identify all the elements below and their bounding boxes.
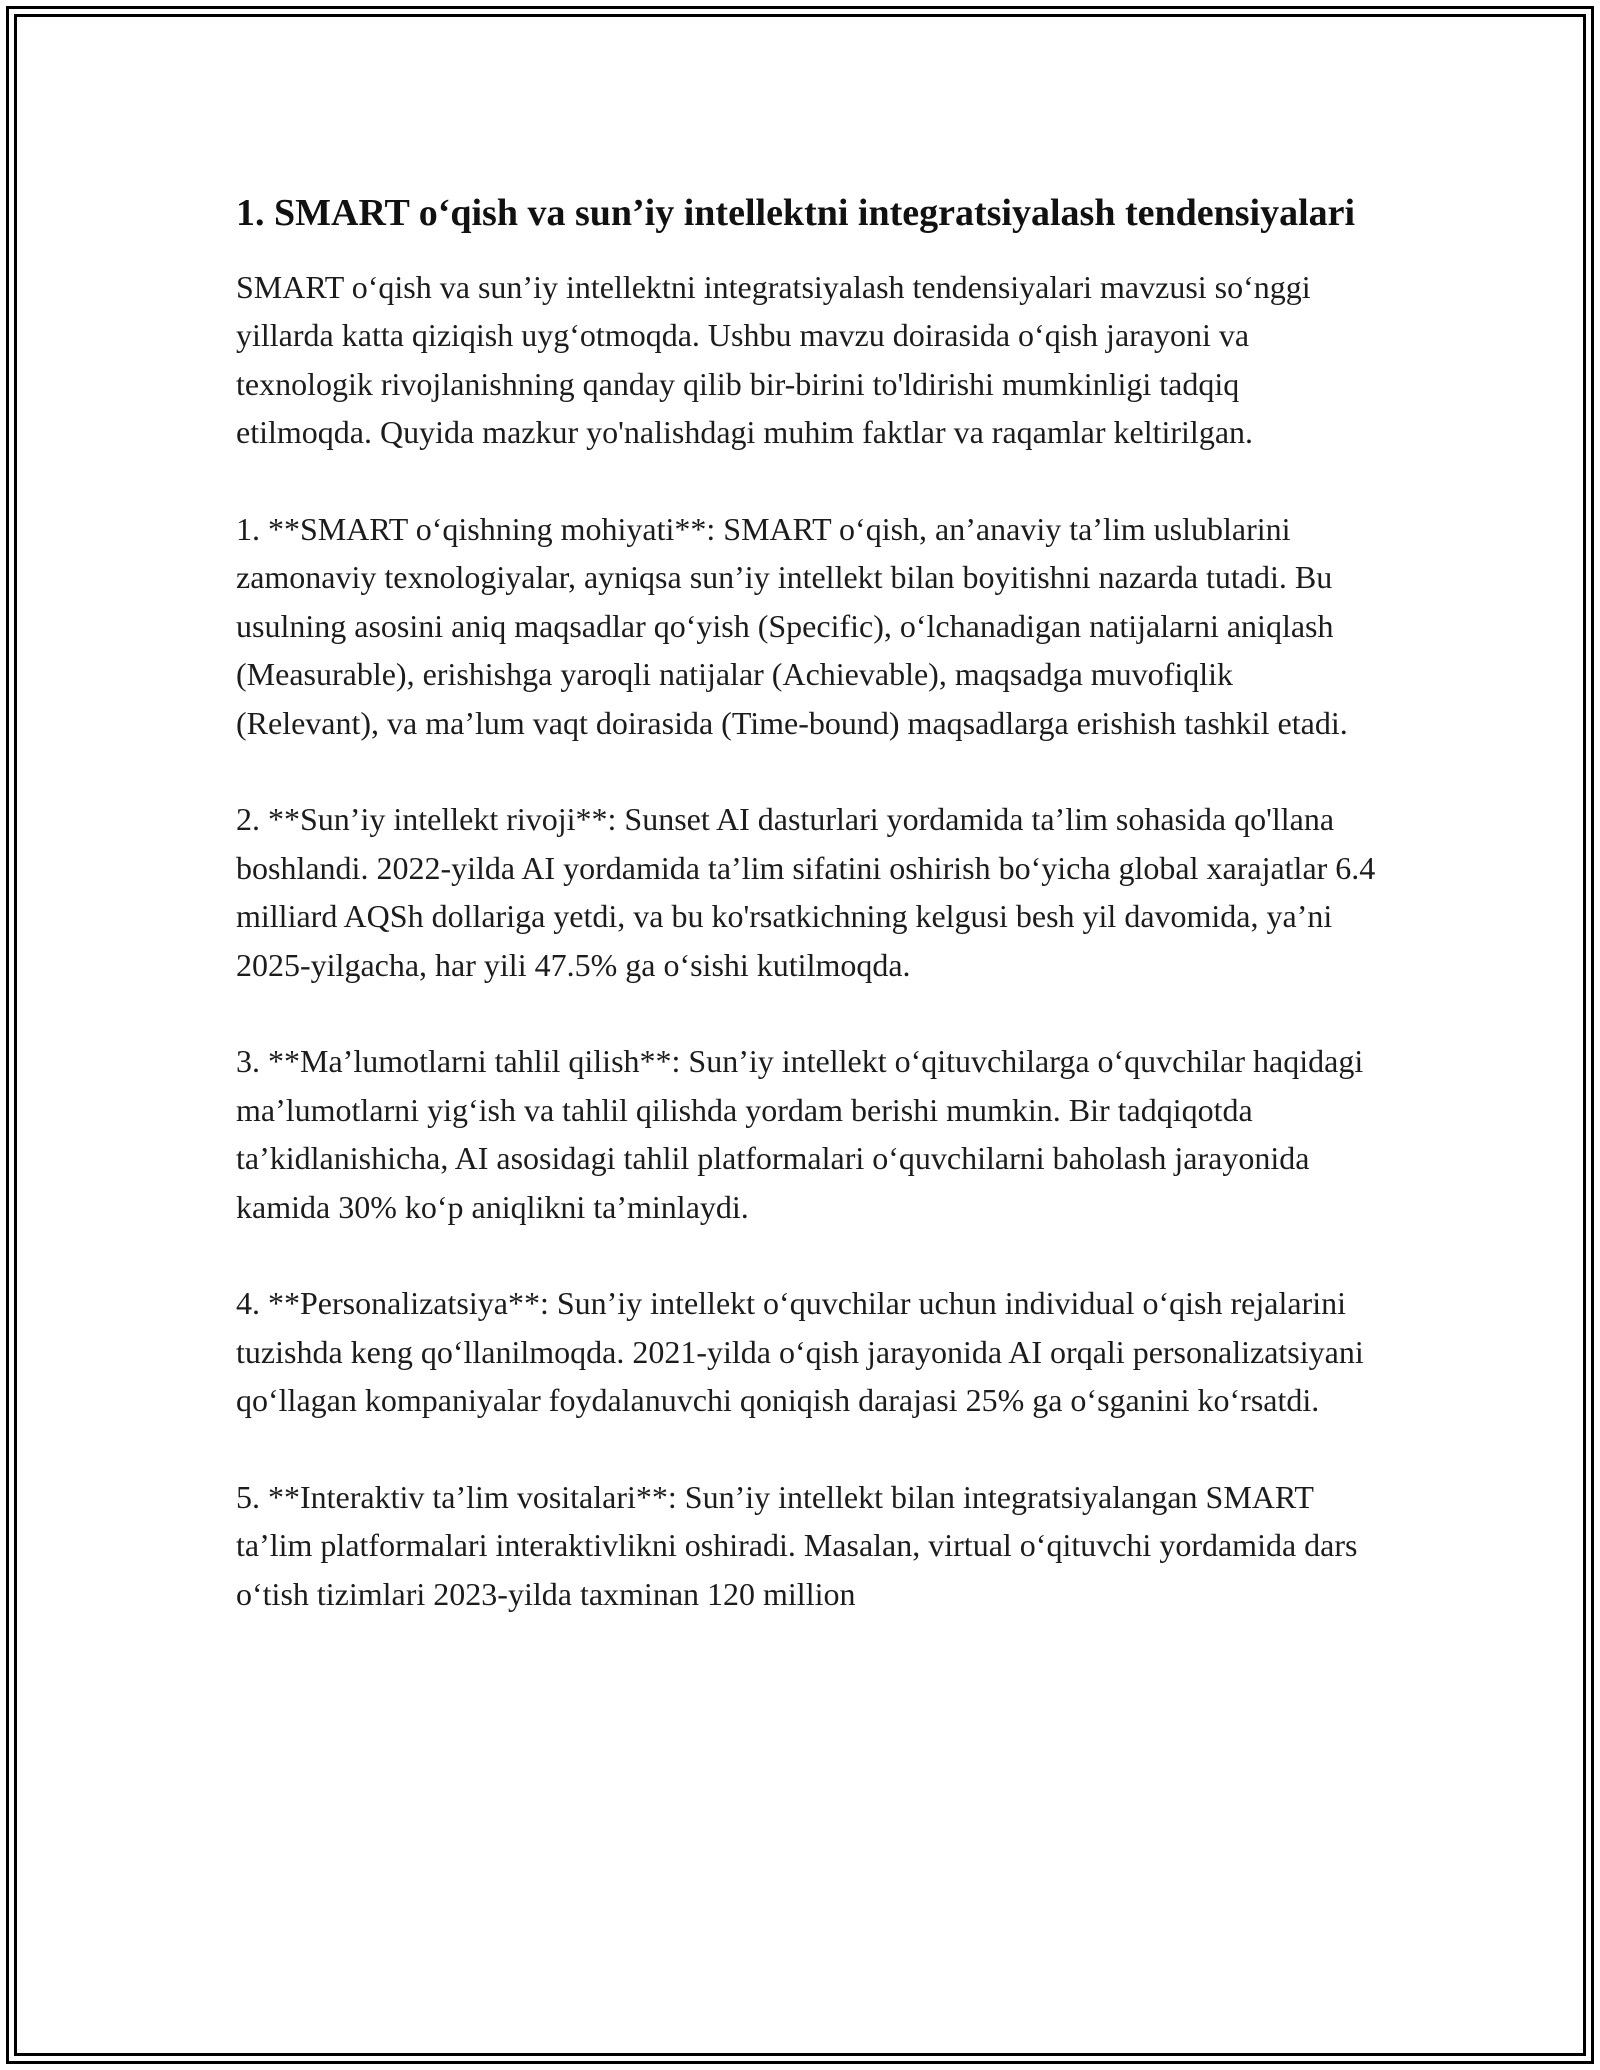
list-item-data-analysis: 3. **Ma’lumotlarni tahlil qilish**: Sun’iy intellekt o‘qituvchilarga o‘quvchilar haqidagi ma’lumotlarni yig‘ish va tahlil qilishda yordam berishi mumkin. Bir tadqiqotda ta’kidlanishicha, AI asosidagi tahlil platformalari o‘quvchilarni baholash jarayonida kamida 30% ko‘p aniqlikni ta’minlaydi.	[236, 1043, 1364, 1225]
document-title: 1. SMART o‘qish va sun’iy intellektni integratsiyalash tendensiyalari	[236, 192, 1356, 234]
list-item-smart-essence: 1. **SMART o‘qishning mohiyati**: SMART o‘qish, an’anaviy ta’lim uslublarini zamonaviy texnologiyalar, ayniqsa sun’iy intellekt bilan boyitishni nazarda tutadi. Bu usulning asosini aniq maqsadlar qo‘yish (Specific), o‘lchanadigan natijalarni aniqlash (Measurable), erishishga yaroqli natijalar (Achievable), maqsadga muvofiqlik (Relevant), va ma’lum vaqt doirasida (Time-bound) maqsadlarga erishish tashkil etadi.	[236, 511, 1348, 741]
intro-paragraph: SMART o‘qish va sun’iy intellektni integratsiyalash tendensiyalari mavzusi so‘nggi yillarda katta qiziqish uyg‘otmoqda. Ushbu mavzu doirasida o‘qish jarayoni va texnologik rivojlanishning qanday qilib bir-birini to'ldirishi mumkinligi tadqiq etilmoqda. Quyida mazkur yo'nalishdagi muhim faktlar va raqamlar keltirilgan.	[236, 269, 1311, 451]
list-item-ai-development: 2. **Sun’iy intellekt rivoji**: Sunset AI dasturlari yordamida ta’lim sohasida qo'llana boshlandi. 2022-yilda AI yordamida ta’lim sifatini oshirish bo‘yicha global xarajatlar 6.4 milliard AQSh dollariga yetdi, va bu ko'rsatkichning kelgusi besh yil davomida, ya’ni 2025-yilgacha, har yili 47.5% ga o‘sishi kutilmoqda.	[236, 801, 1376, 983]
list-item-personalization: 4. **Personalizatsiya**: Sun’iy intellekt o‘quvchilar uchun individual o‘qish rejalarini tuzishda keng qo‘llanilmoqda. 2021-yilda o‘qish jarayonida AI orqali personalizatsiyani qo‘llagan kompaniyalar foydalanuvchi qoniqish darajasi 25% ga o‘sganini ko‘rsatdi.	[236, 1285, 1364, 1419]
document-body	[236, 186, 1376, 1667]
list-item-interactive-tools: 5. **Interaktiv ta’lim vositalari**: Sun’iy intellekt bilan integratsiyalangan SMART ta’lim platformalari interaktivlikni oshiradi. Masalan, virtual o‘qituvchi yordamida dars o‘tish tizimlari 2023-yilda taxminan 120 million	[236, 1479, 1358, 1612]
